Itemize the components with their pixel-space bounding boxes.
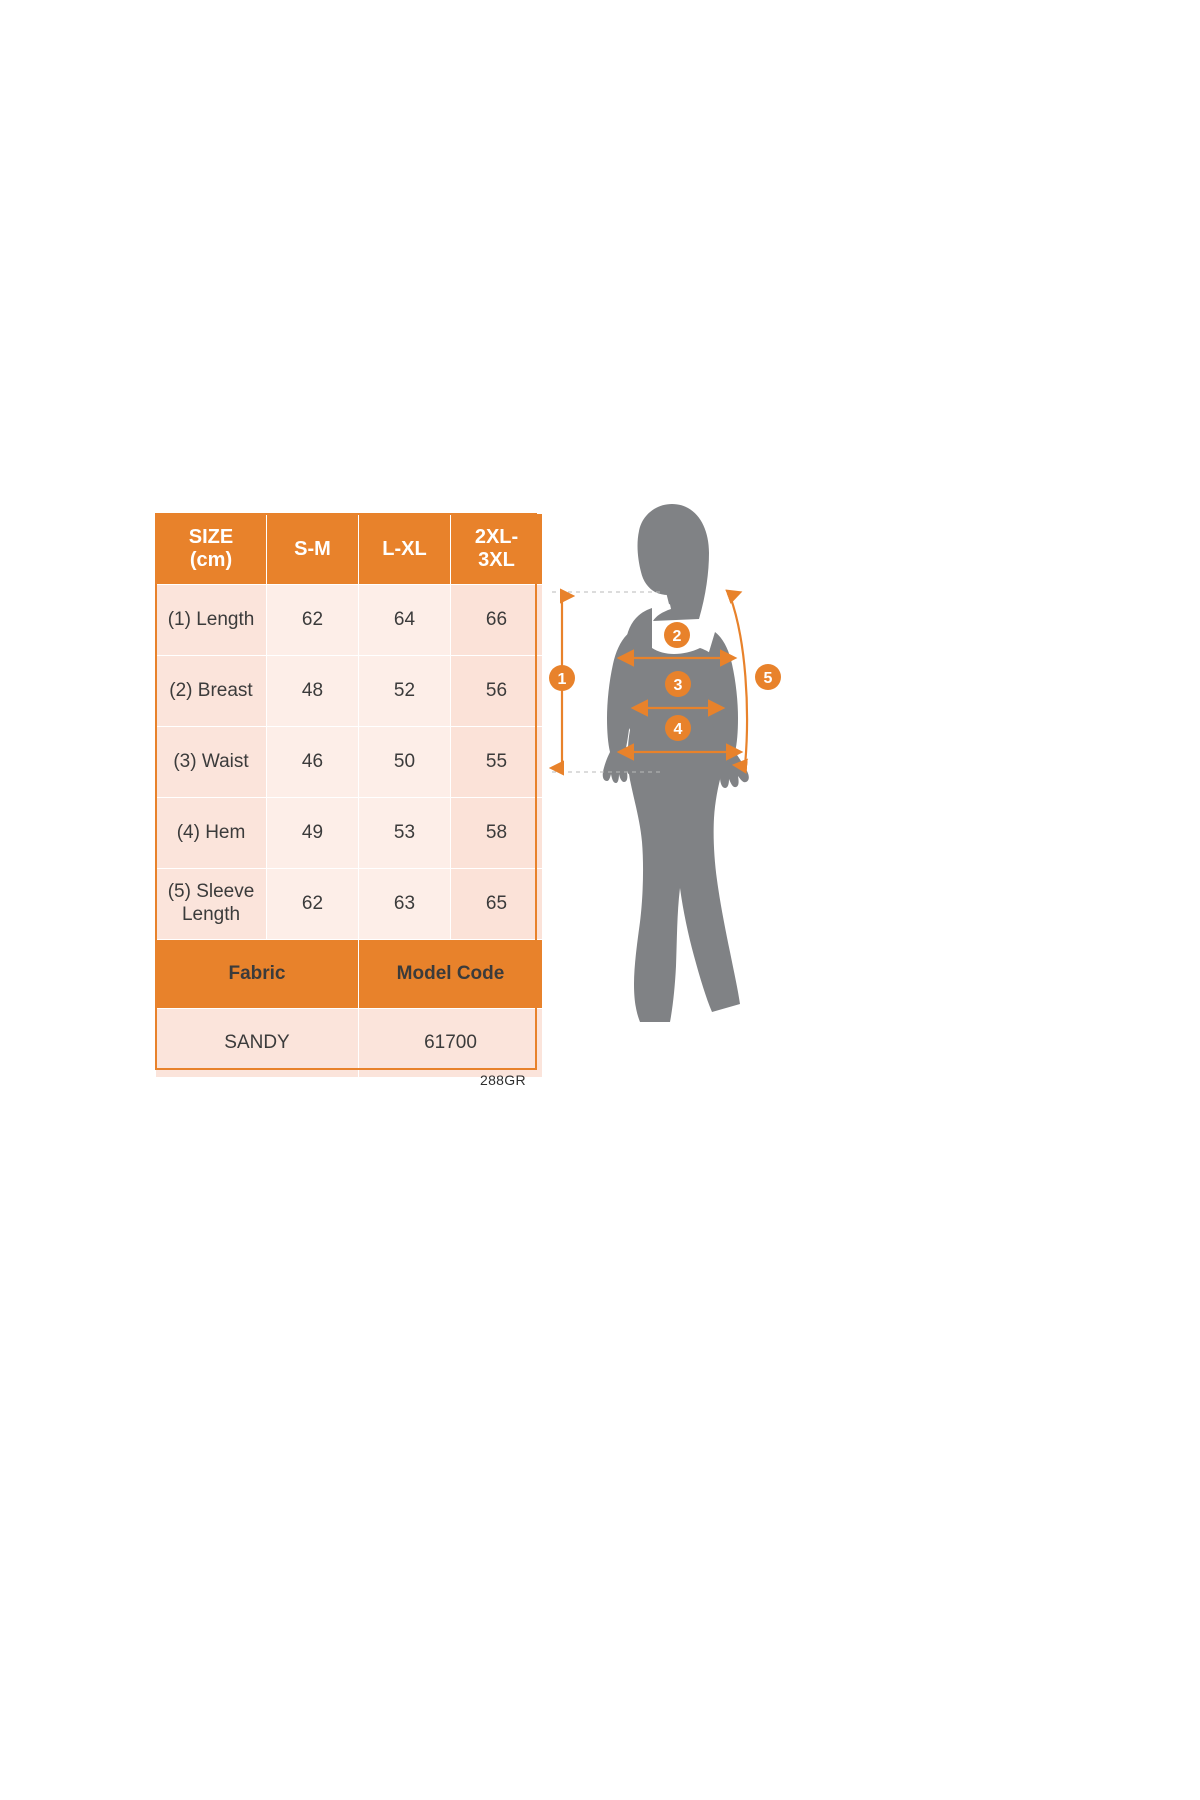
marker-4 (665, 715, 691, 741)
cell-hem-2xl3xl: 58 (451, 798, 543, 869)
row-label-waist: (3) Waist (156, 727, 267, 798)
cell-breast-sm: 48 (267, 656, 359, 727)
female-silhouette-icon (603, 504, 749, 1022)
measurement-figure (540, 480, 1050, 1100)
row-label-sleeve-length-line2: Length (181, 904, 241, 925)
cell-sleeve-lxl: 63 (359, 869, 451, 940)
row-label-sleeve-length-line1: (5) Sleeve (167, 881, 255, 903)
table-row (156, 656, 543, 727)
column-header-lxl: L-XL (359, 514, 451, 585)
marker-5-label: 5 (763, 670, 773, 687)
row-label-length: (1) Length (156, 585, 267, 656)
marker-3 (665, 671, 691, 697)
cell-waist-lxl: 50 (359, 727, 451, 798)
cell-sleeve-2xl3xl: 65 (451, 869, 543, 940)
marker-4-label: 4 (673, 721, 683, 738)
column-header-size-line1: SIZE (188, 526, 234, 548)
cell-hem-sm: 49 (267, 798, 359, 869)
cell-sleeve-sm: 62 (267, 869, 359, 940)
table-row (156, 869, 543, 940)
marker-1-label: 1 (557, 671, 567, 688)
column-header-size (156, 514, 267, 585)
table-body (156, 585, 543, 1078)
marker-1 (549, 665, 575, 691)
cell-waist-sm: 46 (267, 727, 359, 798)
table-header (156, 514, 543, 585)
footer-value-model-code: 61700 (359, 1009, 543, 1078)
marker-2 (664, 622, 690, 648)
column-header-size-line2: (cm) (189, 549, 233, 571)
column-header-2xl3xl (451, 514, 543, 585)
marker-5 (755, 664, 781, 690)
cell-breast-2xl3xl: 56 (451, 656, 543, 727)
footer-value-fabric: SANDY (156, 1009, 359, 1078)
size-table (155, 513, 543, 1078)
column-header-sm: S-M (267, 514, 359, 585)
size-chart (150, 480, 1050, 1100)
cell-length-lxl: 64 (359, 585, 451, 656)
marker-2-label: 2 (672, 628, 682, 645)
footer-header-model-code: Model Code (359, 940, 543, 1009)
cell-waist-2xl3xl: 55 (451, 727, 543, 798)
column-header-2xl3xl-line2: 3XL (478, 549, 515, 571)
row-label-breast: (2) Breast (156, 656, 267, 727)
table-header-row (156, 514, 543, 585)
table-row (156, 798, 543, 869)
table-footer-value-row (156, 1009, 543, 1078)
cell-hem-lxl: 53 (359, 798, 451, 869)
marker-3-label: 3 (673, 677, 683, 694)
cell-length-2xl3xl: 66 (451, 585, 543, 656)
cell-length-sm: 62 (267, 585, 359, 656)
cell-breast-lxl: 52 (359, 656, 451, 727)
column-header-2xl3xl-line1: 2XL- (474, 526, 519, 548)
table-footer-header-row (156, 940, 543, 1009)
table-row (156, 727, 543, 798)
row-label-hem: (4) Hem (156, 798, 267, 869)
footer-header-fabric: Fabric (156, 940, 359, 1009)
row-label-sleeve-length (156, 869, 267, 940)
product-code-note: 288GR (480, 1072, 526, 1088)
table-row (156, 585, 543, 656)
